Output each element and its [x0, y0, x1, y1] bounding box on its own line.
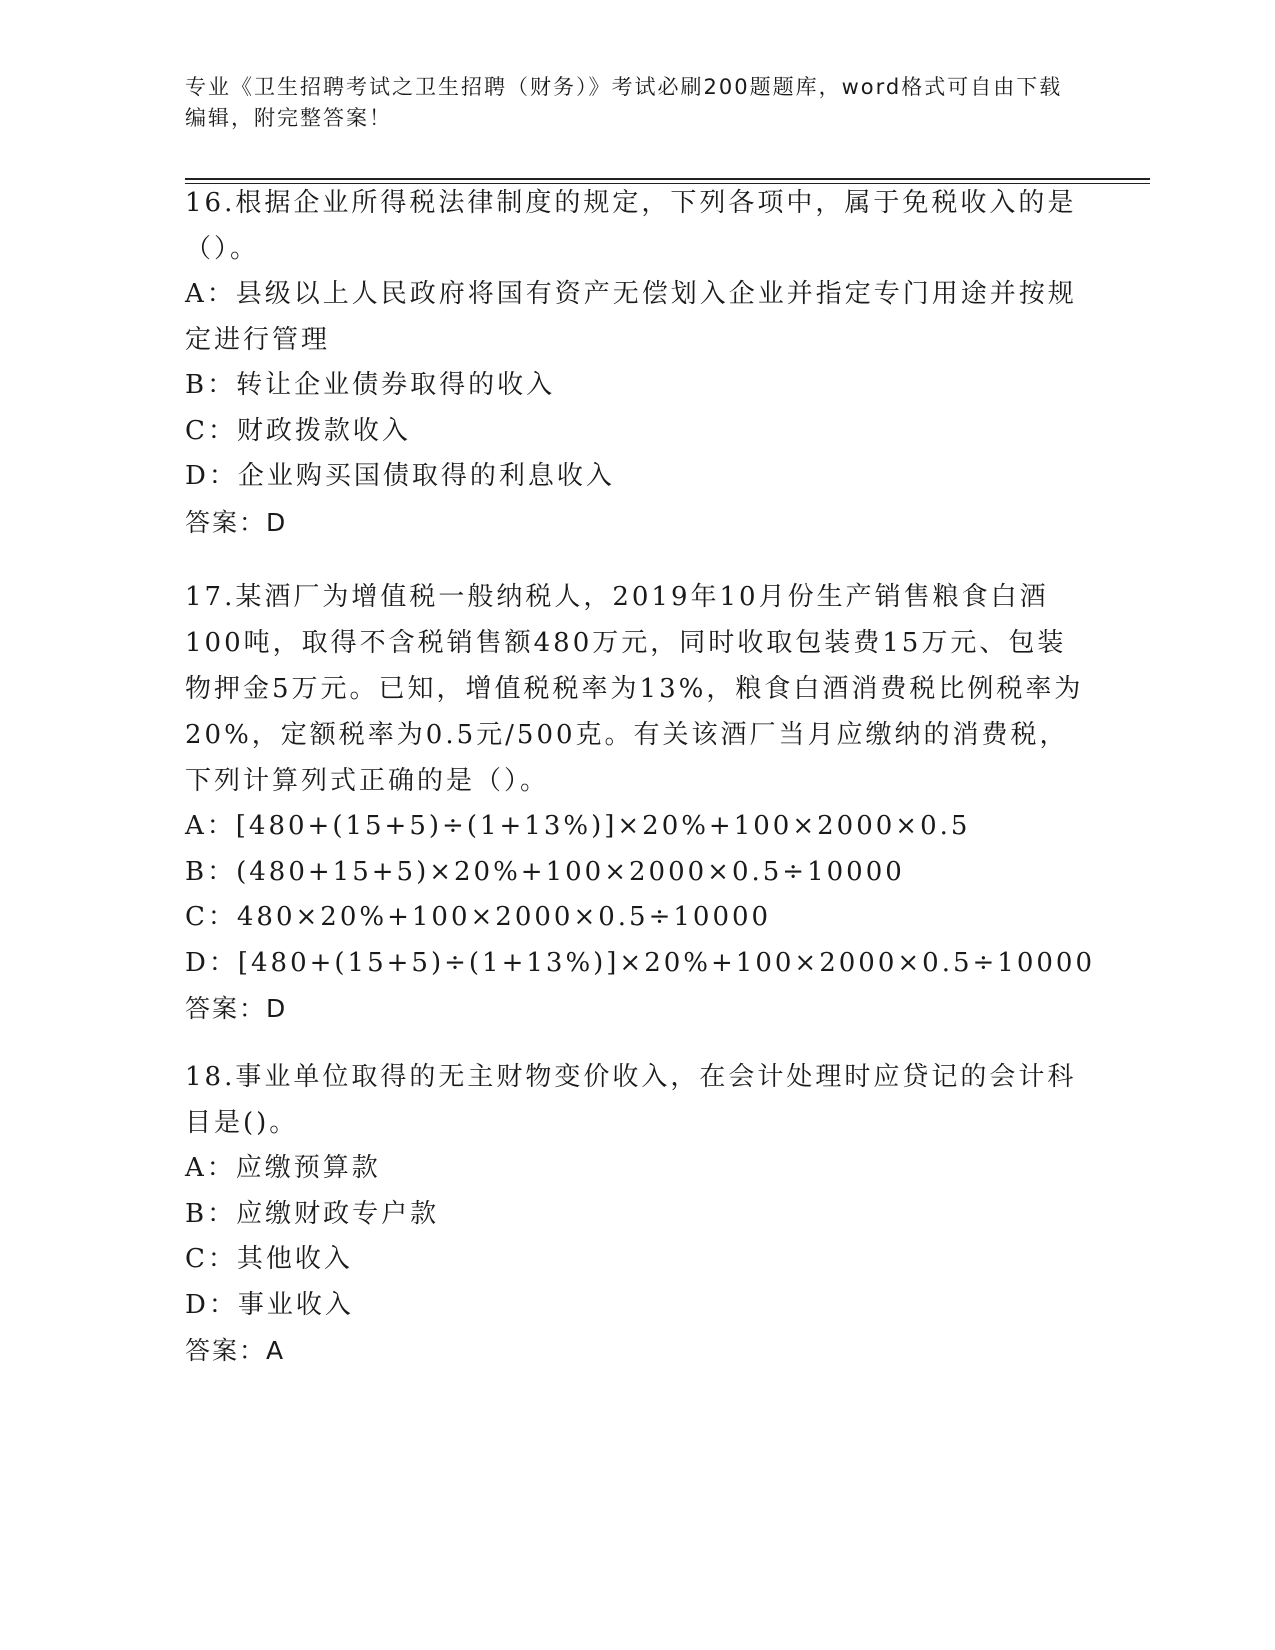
option-d: D：[480+(15+5)÷(1+13%)]×20%+100×2000×0.5÷10000 [185, 947, 1095, 978]
question-17 [185, 574, 1095, 1032]
option-a: A：县级以上人民政府将国有资产无偿划入企业并指定专门用途并按规定进行管理 [185, 279, 1077, 355]
option-a: A：应缴预算款 [185, 1153, 381, 1183]
option-d: D：事业收入 [185, 1289, 354, 1320]
option-c: C：其他收入 [185, 1244, 353, 1274]
question-16 [185, 180, 1085, 546]
option-c: C：480×20%+100×2000×0.5÷10000 [185, 902, 772, 932]
option-d: D：企业购买国债取得的利息收入 [185, 461, 615, 491]
answer: 答案：A [185, 1336, 286, 1365]
question-stem: 17.某酒厂为增值税一般纳税人，2019年10月份生产销售粮食白酒100吨，取得不含税销售额480万元，同时收取包装费15万元、包装物押金5万元。已知，增值税税率为13%，粮食白酒消费税比例税率为20%，定额税率为0.5元/500克。有关该酒厂当月应缴纳的消费税，下列计算列式正确的是（）。 [185, 582, 1084, 796]
answer: 答案：D [185, 994, 288, 1023]
option-c: C：财政拨款收入 [185, 415, 411, 446]
question-stem: 16.根据企业所得税法律制度的规定，下列各项中，属于免税收入的是（）。 [185, 188, 1077, 264]
option-b: B：(480+15+5)×20%+100×2000×0.5÷10000 [185, 856, 905, 887]
option-a: A：[480+(15+5)÷(1+13%)]×20%+100×2000×0.5 [185, 811, 971, 841]
document-header: 专业《卫生招聘考试之卫生招聘（财务）》考试必刷200题题库，word格式可自由下载编辑，附完整答案！ [185, 75, 1063, 130]
option-b: B：应缴财政专户款 [185, 1198, 440, 1229]
answer: 答案：D [185, 507, 288, 537]
option-b: B：转让企业债券取得的收入 [185, 370, 556, 400]
question-stem: 18.事业单位取得的无主财物变价收入，在会计处理时应贷记的会计科目是()。 [185, 1062, 1077, 1138]
question-18 [185, 1054, 1085, 1374]
